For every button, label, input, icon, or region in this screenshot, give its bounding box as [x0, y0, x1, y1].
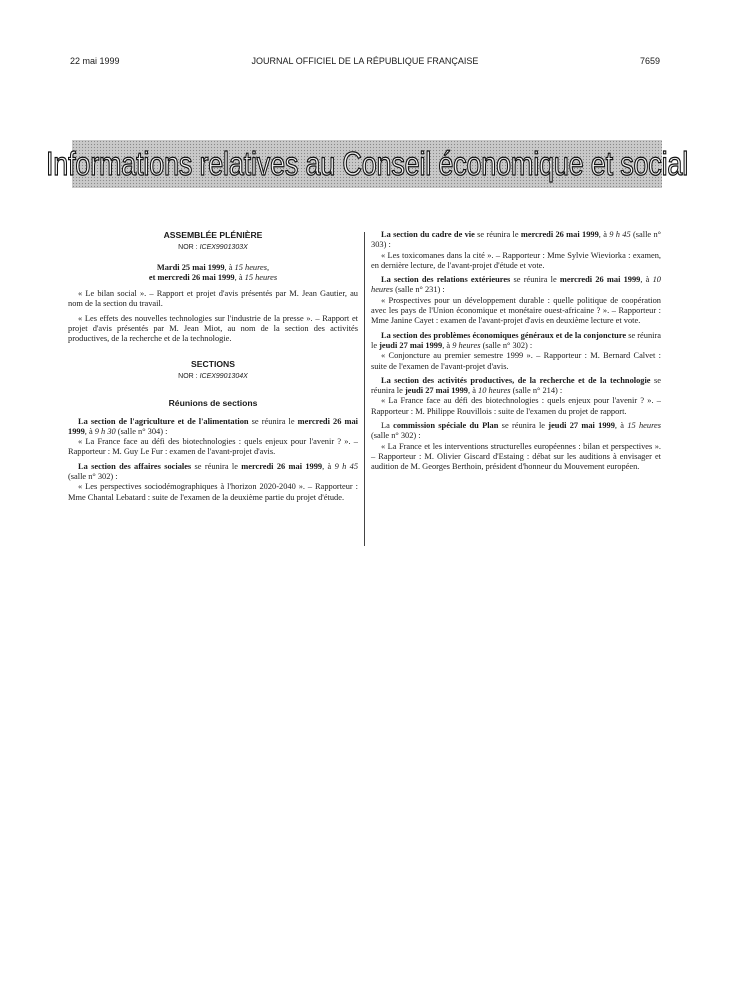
plan-agenda: « La France et les interventions structurelles européennes : bilan et perspectives ». – Rapporteur : M. Olivier Giscard d'Estaing : débat sur les auditions à envisager et audition de M. Georges Berthoin, président d'honneur du Mouvement européen.	[371, 441, 661, 472]
assembly-item-presse: « Les effets des nouvelles technologies sur l'industrie de la presse ». – Rapport et projet d'avis présentés par M. Jean Miot, au nom de la section des activités productives, de la recherche et de la technologie.	[68, 313, 358, 344]
left-column	[68, 230, 358, 503]
meetings-subheading: Réunions de sections	[168, 398, 258, 409]
assembly-session-dates: Mardi 25 mai 1999, à 15 heures, et mercredi 26 mai 1999, à 15 heures	[148, 262, 278, 282]
page-number: 7659	[639, 56, 660, 66]
ext-notice: La section des relations extérieures se réunira le mercredi 26 mai 1999, à 10 heures (salle n° 231) :	[371, 275, 661, 295]
column-divider	[364, 232, 365, 546]
assembly-heading: ASSEMBLÉE PLÉNIÈRE	[163, 230, 263, 240]
eco-agenda: « Conjoncture au premier semestre 1999 ». – Rapporteur : M. Bernard Calvet : suite de l'examen de l'avant-projet d'avis.	[371, 351, 661, 371]
title-banner	[45, 140, 689, 188]
banner-title: Informations relatives au Conseil économique et social	[45, 145, 689, 182]
assembly-nor-code: ICEX9901303X	[199, 244, 248, 252]
sections-nor-code: ICEX9901304X	[199, 372, 248, 380]
social-agenda: « Les perspectives sociodémographiques à l'horizon 2020-2040 ». – Rapporteur : Mme Chantal Lebatard : suite de l'examen de la deuxième partie du projet d'étude.	[68, 482, 358, 502]
sections-nor: NOR : ICEX9901304X	[178, 372, 248, 380]
plan-notice: La commission spéciale du Plan se réunira le jeudi 27 mai 1999, à 15 heures (salle n° 302) :	[371, 421, 661, 441]
running-head	[70, 56, 660, 70]
agri-agenda: « La France face au défi des biotechnologies : quels enjeux pour l'avenir ? ». – Rapporteur : M. Guy Le Fur : examen de l'avant-projet d'avis.	[68, 437, 358, 457]
issue-date: 22 mai 1999	[70, 56, 120, 66]
assembly-nor: NOR : ICEX9901303X	[178, 244, 248, 252]
prod-agenda: « La France face au défi des biotechnologies : quels enjeux pour l'avenir ? ». – Rapporteur : M. Philippe Rouvillois : suite de l'examen du projet de rapport.	[371, 396, 661, 416]
journal-title: JOURNAL OFFICIEL DE LA RÉPUBLIQUE FRANÇAISE	[251, 56, 479, 66]
cadre-agenda: « Les toxicomanes dans la cité ». – Rapporteur : Mme Sylvie Wieviorka : examen, en dernière lecture, de l'avant-projet d'étude et vote.	[371, 250, 661, 270]
agri-notice: La section de l'agriculture et de l'alimentation se réunira le mercredi 26 mai 1999, à 9 h 30 (salle n° 304) :	[68, 416, 358, 436]
right-column	[371, 230, 661, 473]
eco-notice: La section des problèmes économiques généraux et de la conjoncture se réunira le jeudi 27 mai 1999, à 9 heures (salle n° 302) :	[371, 330, 661, 350]
sections-heading: SECTIONS	[191, 358, 235, 369]
assembly-item-bilan-social: « Le bilan social ». – Rapport et projet d'avis présentés par M. Jean Gautier, au nom de la section du travail.	[68, 289, 358, 309]
ext-agenda: « Prospectives pour un développement durable : quelle politique de coopération avec les pays de l'Union économique et monétaire ouest-africaine ? ». – Rapporteur : Mme Janine Cayet : examen de l'avant-projet d'avis en deuxième lecture et vote.	[371, 295, 661, 326]
prod-notice: La section des activités productives, de la recherche et de la technologie se réunira le jeudi 27 mai 1999, à 10 heures (salle n° 214) :	[371, 375, 661, 396]
cadre-notice: La section du cadre de vie se réunira le mercredi 26 mai 1999, à 9 h 45 (salle n° 303) :	[371, 230, 662, 250]
social-notice: La section des affaires sociales se réunira le mercredi 26 mai 1999, à 9 h 45 (salle n° 302) :	[68, 461, 359, 482]
